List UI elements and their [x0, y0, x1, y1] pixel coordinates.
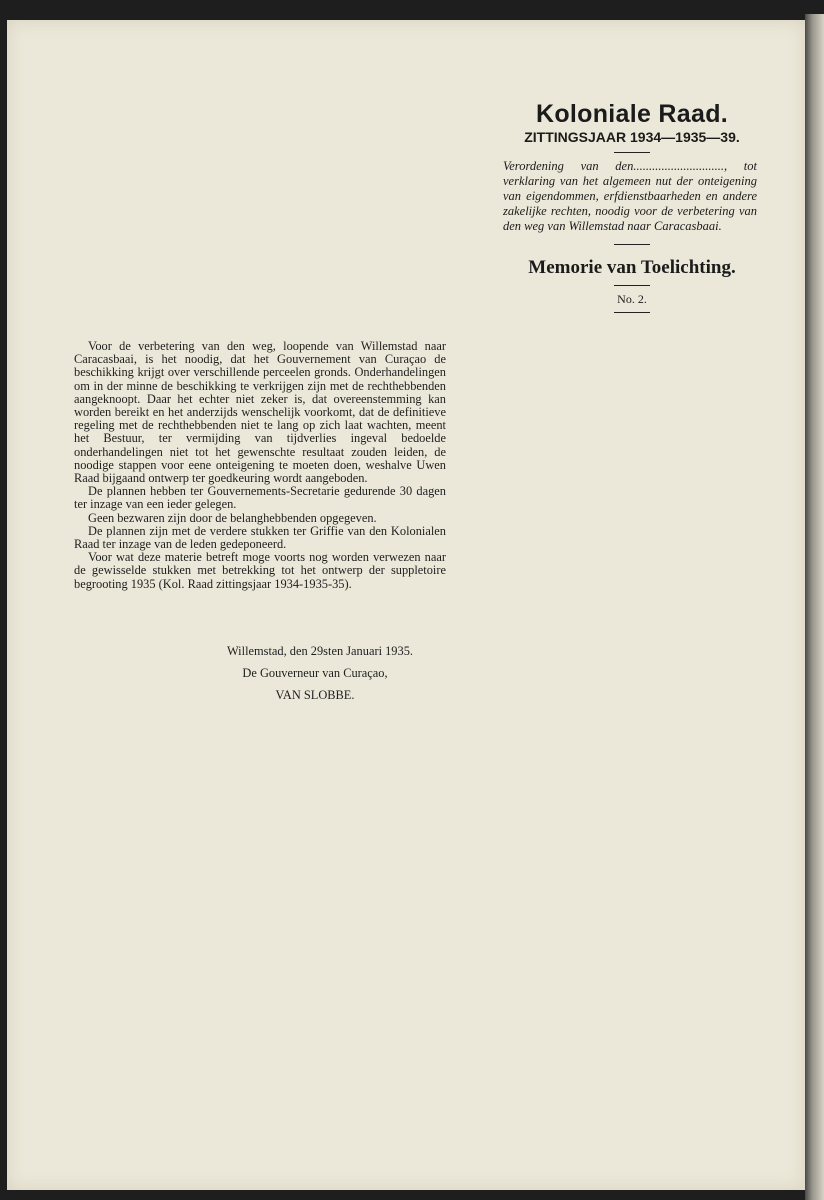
council-title: Koloniale Raad.	[535, 100, 729, 128]
ordinance-title: Verordening van den............................., tot verklaring van het algemeen nut der onteigening van eigendommen, erfdienstbaarheden en andere zakelijke rechten, noodig voor de verbetering van den weg van Willemstad naar Caracasbaai.	[503, 159, 757, 233]
paragraph: Geen bezwaren zijn door de belanghebbenden opgegeven.	[88, 510, 377, 525]
divider-line	[614, 312, 650, 313]
closing-block	[150, 640, 450, 706]
paragraph: De plannen hebben ter Gouvernements-Secretarie gedurende 30 dagen ter inzage van een ieder gelegen.	[74, 484, 446, 512]
document-number: No. 2.	[617, 292, 647, 306]
place-date: Willemstad, den 29sten Januari 1935.	[226, 644, 413, 658]
governor-title: De Gouverneur van Curaçao,	[242, 666, 388, 680]
session-year: ZITTINGSJAAR 1934—1935—39.	[524, 129, 740, 145]
document-header	[497, 100, 767, 313]
divider-line	[614, 244, 650, 245]
explanatory-text	[74, 340, 446, 591]
document-page	[7, 20, 805, 1190]
memorie-heading: Memorie van Toelichting.	[528, 257, 736, 278]
paragraph: Voor wat deze materie betreft moge voorts nog worden verwezen naar de gewisselde stukken met betrekking tot het ontwerp der suppletoire begrooting 1935 (Kol. Raad zittingsjaar 1934-1935-35).	[74, 550, 446, 591]
paragraph: De plannen zijn met de verdere stukken ter Griffie van den Kolonialen Raad ter inzage van de leden gedeponeerd.	[74, 523, 446, 552]
page-edge	[805, 14, 824, 1200]
signature-name: VAN SLOBBE.	[275, 688, 355, 702]
divider-line	[614, 152, 650, 153]
divider-line	[614, 285, 650, 286]
paragraph: Voor de verbetering van den weg, loopende van Willemstad naar Caracasbaai, is het noodig, dat het Gouvernement van Curaçao de beschikking krijgt over verschillende perceelen gronds. Onderhandelingen om in der minne de beschikking te verkrijgen zijn met de rechthebbenden aangeknoopt. Daar het echter niet zeker is, dat overeenstemming kan worden bereikt en het anderzijds wenschelijk voorkomt, dat de definitieve regeling met de rechthebbenden niet te lang op zich laat wachten, meent het Bestuur, ter vermijding van tijdverlies ingeval bedoelde onderhandelingen niet tot het gewenschte resultaat zouden leiden, de noodige stappen voor eene onteigening te moeten doen, weshalve Uwen Raad bijgaand ontwerp ter goedkeuring wordt aangeboden.	[74, 339, 446, 486]
